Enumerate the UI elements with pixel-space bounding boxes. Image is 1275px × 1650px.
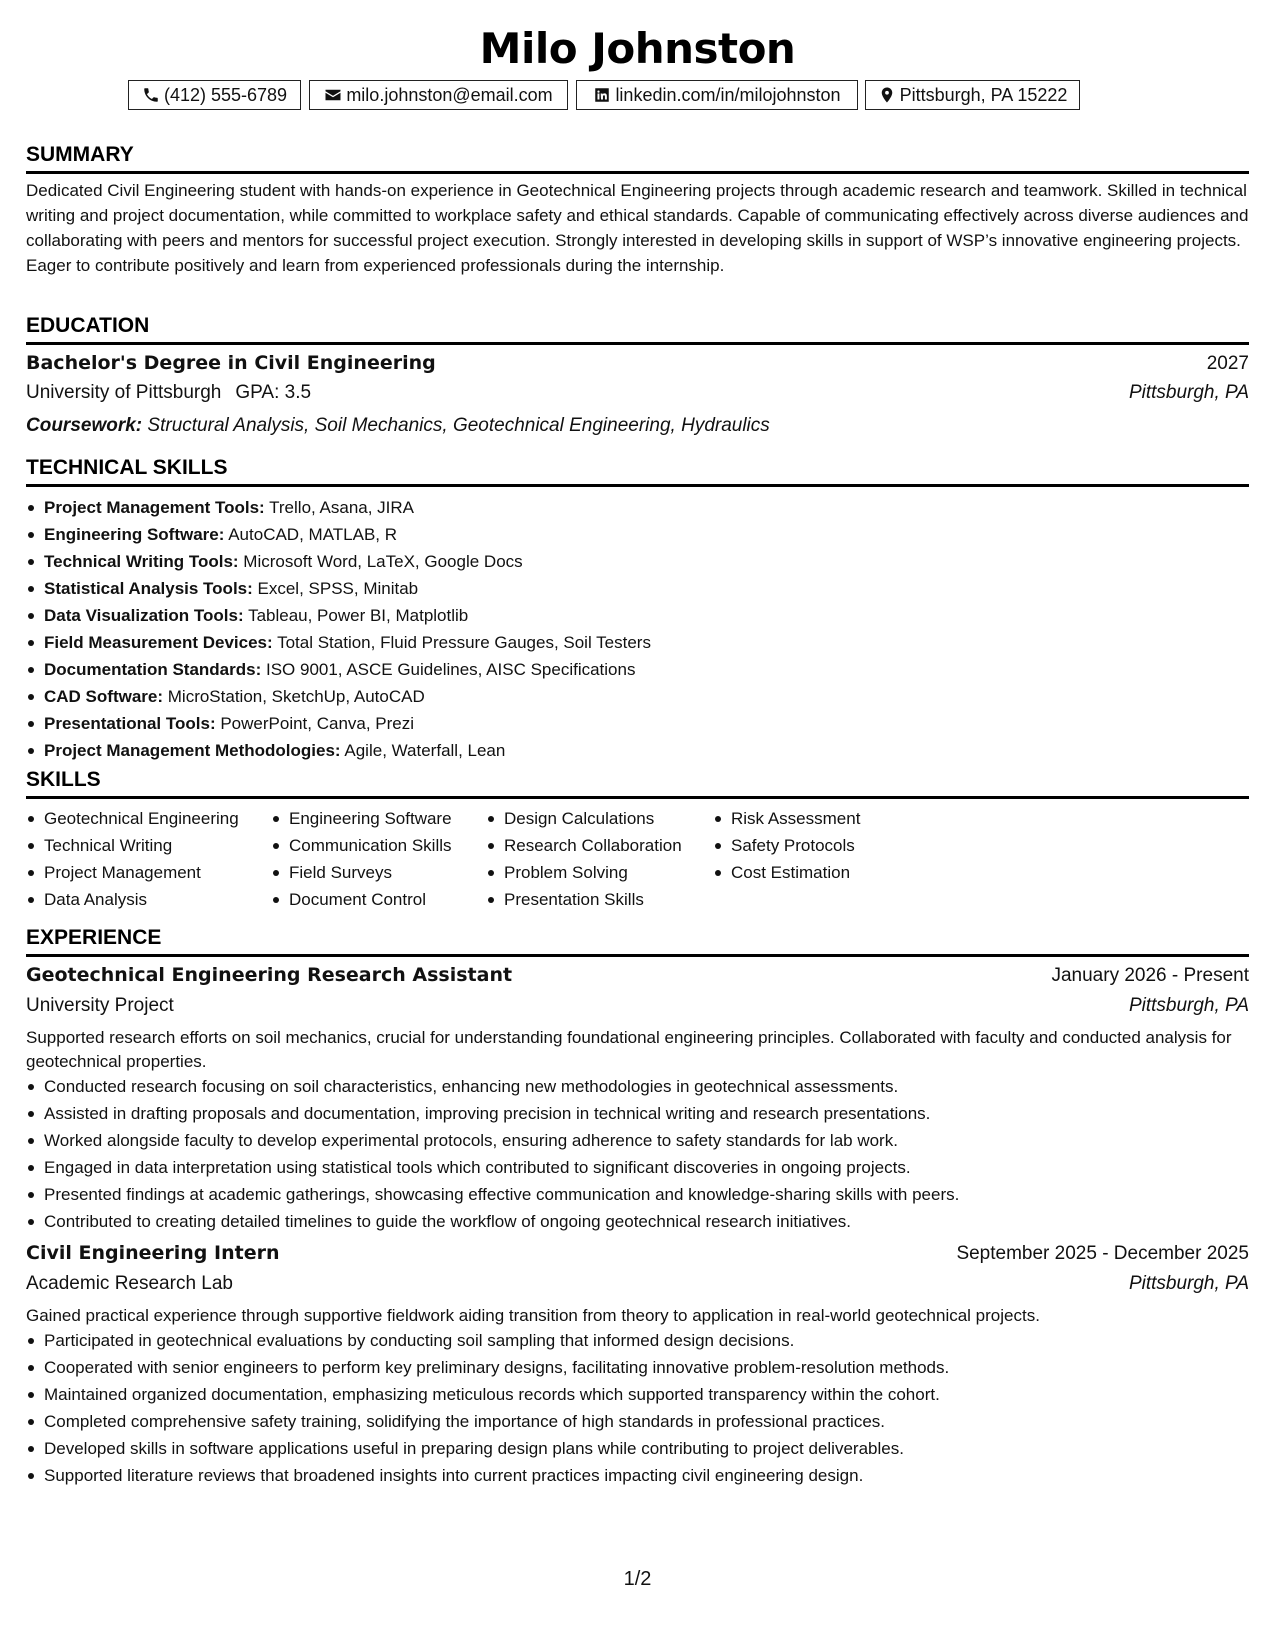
skill-values: AutoCAD, MATLAB, R [228,525,398,544]
experience-section [26,925,1249,1489]
skill-category: Field Measurement Devices: [44,633,273,652]
degree-title: Bachelor's Degree in Civil Engineering [26,352,436,374]
list-item: Design Calculations [486,805,682,832]
list-item [26,494,1249,521]
list-item: Developed skills in software applications useful in preparing design plans while contributing to project deliverables. [26,1435,1249,1462]
section-divider [26,796,1249,799]
contact-location-text: Pittsburgh, PA 15222 [899,84,1068,105]
job-header-row [26,1242,1249,1273]
job-sub-row [26,1273,1249,1303]
skills-section [26,767,1249,917]
contact-linkedin[interactable] [576,80,858,110]
list-item: Research Collaboration [486,832,682,859]
job-summary: Supported research efforts on soil mechanics, crucial for understanding foundational engineering principles. Collaborated with faculty and conducted analysis for geotechnical properties. [26,1028,1232,1071]
job-bullets [26,1073,1249,1235]
gpa: GPA: 3.5 [235,382,312,403]
list-item [26,548,1249,575]
job-organization: University Project [26,995,174,1016]
job-dates: September 2025 - December 2025 [956,1243,1249,1264]
list-item [26,710,1249,737]
section-divider [26,342,1249,345]
skill-values: Microsoft Word, LaTeX, Google Docs [243,552,523,571]
job-summary: Gained practical experience through supportive fieldwork aiding transition from theory to application in real-world geotechnical projects. [26,1306,1040,1325]
skill-category: Documentation Standards: [44,660,262,679]
list-item: Presentation Skills [486,886,682,913]
skill-category: Project Management Tools: [44,498,265,517]
technical-skills-list [26,494,1249,764]
list-item [26,602,1249,629]
list-item [26,683,1249,710]
contact-phone-text: (412) 555-6789 [163,84,288,105]
list-item: Engineering Software [271,805,452,832]
job-sub-row [26,995,1249,1025]
section-title-education: EDUCATION [26,314,150,337]
job-dates: January 2026 - Present [1051,965,1249,986]
contact-phone[interactable] [128,80,301,110]
list-item [26,656,1249,683]
skill-category: Data Visualization Tools: [44,606,244,625]
skills-column-2 [271,805,452,913]
job-organization: Academic Research Lab [26,1273,233,1294]
skill-values: Excel, SPSS, Minitab [257,579,419,598]
list-item: Project Management [26,859,239,886]
skills-grid [26,805,1249,917]
list-item: Worked alongside faculty to develop experimental protocols, ensuring adherence to safety standards for lab work. [26,1127,1249,1154]
list-item: Technical Writing [26,832,239,859]
skill-values: Tableau, Power BI, Matplotlib [248,606,469,625]
list-item: Geotechnical Engineering [26,805,239,832]
skill-category: Technical Writing Tools: [44,552,239,571]
phone-icon [142,86,160,104]
contact-bar [0,80,1275,112]
list-item: Risk Assessment [713,805,860,832]
list-item: Presented findings at academic gatherings, showcasing effective communication and knowledge-sharing skills with peers. [26,1181,1249,1208]
skills-column-1 [26,805,239,913]
technical-skills-section [26,455,1249,764]
list-item: Conducted research focusing on soil characteristics, enhancing new methodologies in geotechnical assessments. [26,1073,1249,1100]
skill-category: Presentational Tools: [44,714,216,733]
list-item: Maintained organized documentation, emphasizing meticulous records which supported transparency within the cohort. [26,1381,1249,1408]
education-header-row [26,352,1249,382]
contact-location [865,80,1080,110]
envelope-icon [324,86,342,104]
list-item [26,521,1249,548]
contact-linkedin-text: linkedin.com/in/milojohnston [615,84,841,105]
section-title-technical-skills: TECHNICAL SKILLS [26,456,228,479]
list-item: Document Control [271,886,452,913]
job-header-row [26,964,1249,995]
skills-column-3 [486,805,682,913]
list-item: Cooperated with senior engineers to perform key preliminary designs, facilitating innovative problem-resolution methods. [26,1354,1249,1381]
contact-email[interactable] [309,80,568,110]
education-sub-row [26,382,1249,411]
page-number: 1/2 [623,1568,652,1590]
map-pin-icon [878,86,896,104]
summary-text: Dedicated Civil Engineering student with hands-on experience in Geotechnical Engineering projects through academic research and teamwork. Skilled in technical writing and project documentation, while committed to workplace safety and ethical standards. Capable of communicating effectively across diverse audiences and collaborating with peers and mentors for successful project execution. Strongly interested in developing skills in support of WSP’s innovative engineering projects. Eager to contribute positively and learn from experienced professionals during the internship. [26,181,1249,275]
school-line [26,382,311,404]
skill-category: Project Management Methodologies: [44,741,341,760]
job-entry [26,964,1249,1235]
coursework-list: Structural Analysis, Soil Mechanics, Geotechnical Engineering, Hydraulics [147,415,770,436]
graduation-year: 2027 [1206,353,1249,374]
skill-values: Total Station, Fluid Pressure Gauges, Soil Testers [277,633,651,652]
list-item: Engaged in data interpretation using statistical tools which contributed to significant discoveries in ongoing projects. [26,1154,1249,1181]
education-location: Pittsburgh, PA [1128,382,1249,403]
list-item: Field Surveys [271,859,452,886]
section-title-experience: EXPERIENCE [26,926,162,949]
list-item: Communication Skills [271,832,452,859]
skill-category: Statistical Analysis Tools: [44,579,253,598]
section-divider [26,171,1249,174]
section-title-summary: SUMMARY [26,143,134,166]
skill-category: CAD Software: [44,687,164,706]
list-item: Data Analysis [26,886,239,913]
list-item: Contributed to creating detailed timelines to guide the workflow of ongoing geotechnical research initiatives. [26,1208,1249,1235]
list-item: Supported literature reviews that broadened insights into current practices impacting civil engineering design. [26,1462,1249,1489]
skill-values: MicroStation, SketchUp, AutoCAD [167,687,425,706]
linkedin-icon [593,86,611,104]
list-item [26,575,1249,602]
job-bullets [26,1327,1249,1489]
list-item: Assisted in drafting proposals and documentation, improving precision in technical writing and research presentations. [26,1100,1249,1127]
list-item: Participated in geotechnical evaluations by conducting soil sampling that informed design decisions. [26,1327,1249,1354]
job-title: Civil Engineering Intern [26,1242,280,1264]
coursework-line [26,411,1249,441]
school-name: University of Pittsburgh [26,382,222,403]
candidate-name: Milo Johnston [479,24,796,73]
summary-section [26,142,1249,278]
job-location: Pittsburgh, PA [1128,1273,1249,1294]
skill-values: Agile, Waterfall, Lean [344,741,506,760]
job-entry [26,1242,1249,1489]
list-item: Problem Solving [486,859,682,886]
job-location: Pittsburgh, PA [1128,995,1249,1016]
section-title-skills: SKILLS [26,768,101,791]
coursework-label: Coursework: [26,415,143,436]
list-item [26,737,1249,764]
contact-email-text: milo.johnston@email.com [346,84,553,105]
job-title: Geotechnical Engineering Research Assistant [26,964,513,986]
skill-values: PowerPoint, Canva, Prezi [220,714,415,733]
list-item [26,629,1249,656]
list-item: Safety Protocols [713,832,860,859]
skills-column-4 [713,805,860,886]
skill-values: ISO 9001, ASCE Guidelines, AISC Specifications [265,660,636,679]
education-section [26,313,1249,441]
section-divider [26,954,1249,957]
list-item: Cost Estimation [713,859,860,886]
skill-category: Engineering Software: [44,525,225,544]
section-divider [26,484,1249,487]
skill-values: Trello, Asana, JIRA [269,498,415,517]
list-item: Completed comprehensive safety training, solidifying the importance of high standards in professional practices. [26,1408,1249,1435]
